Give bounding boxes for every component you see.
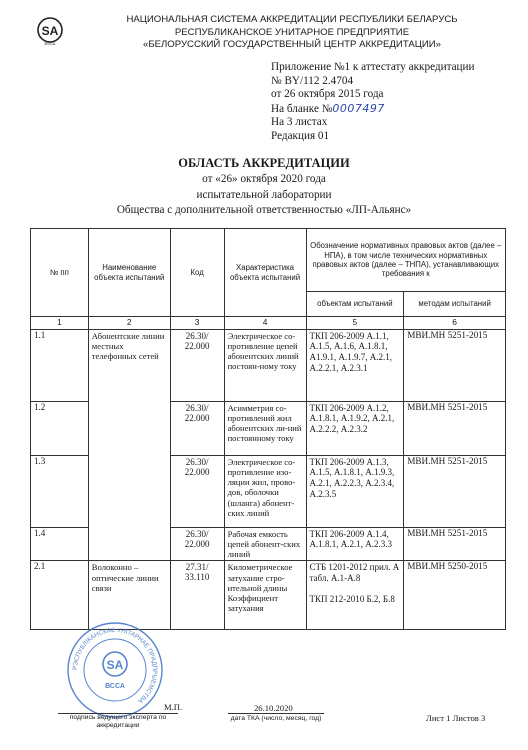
header-characteristic: Характеристика объекта испытаний (224, 229, 306, 317)
row-num: 2.1 (31, 561, 89, 630)
blank-number-handwritten: 0007497 (332, 101, 385, 115)
header-code: Код (170, 229, 224, 317)
row-code: 26.30/ 22.000 (170, 455, 224, 527)
lab-name: Общества с дополнительной ответственностью «ЛП-Альянс» (116, 204, 412, 216)
row-characteristic: Электрическое со-противление изо-ляции жил, прово-дов, оболочки (шланга) абонент-ских линий (224, 455, 306, 527)
attachment-date: от 26 октября 2015 года (271, 88, 384, 101)
header-objects: объектам испытаний (306, 292, 404, 317)
document-date: от «26» октября 2020 года (202, 173, 326, 185)
accreditation-scope-table (30, 228, 506, 630)
attachment-block (271, 61, 475, 144)
row-code: 26.30/ 22.000 (170, 329, 224, 401)
table-row (31, 329, 506, 401)
row-characteristic: Километрическое затухание стро-ительной длины Коэффициент затухания (224, 561, 306, 630)
column-numbers-row (31, 317, 506, 330)
organization-header (72, 14, 512, 52)
row-object-name: Волоконно – оптические линии связи (88, 561, 170, 630)
row-code: 26.30/ 22.000 (170, 401, 224, 455)
document-title: ОБЛАСТЬ АККРЕДИТАЦИИ (178, 156, 350, 170)
row-characteristic: Электрическое со-противление цепей абонентских линий постоян-ному току (224, 329, 306, 401)
svg-text:SA: SA (41, 24, 59, 38)
row-objects-npa: ТКП 206-2009 А.1.4, А.1.8.1, А.2.1, А.2.3.3 (306, 527, 404, 561)
date-line (228, 713, 324, 714)
row-num: 1.1 (31, 329, 89, 401)
lab-type: испытательной лаборатории (196, 189, 332, 201)
attachment-sheets: На 3 листах (271, 116, 328, 129)
signature-caption: подпись ведущего эксперта по аккредитации (69, 714, 167, 729)
header-line-2: РЕСПУБЛИКАНСКОЕ УНИТАРНОЕ ПРЕДПРИЯТИЕ (174, 26, 410, 38)
stamp-center-text: ВССА (105, 683, 125, 690)
row-objects-npa: ТКП 206-2009 А.1.2, А.1.8.1, А.1.9.2, А.2.1, А.2.2.2, А.2.3.2 (306, 401, 404, 455)
col-number: 6 (404, 317, 506, 330)
tka-date: 26.10.2020 (254, 703, 293, 713)
attachment-number: № BY/112 2.4704 (271, 74, 354, 87)
blank-label: На бланке № (271, 102, 333, 115)
sheet-number: Лист 1 Листов 3 (426, 713, 486, 723)
col-number: 1 (31, 317, 89, 330)
row-code: 26.30/ 22.000 (170, 527, 224, 561)
attachment-edition: Редакция 01 (271, 129, 330, 142)
row-code: 27.31/ 33.110 (170, 561, 224, 630)
col-number: 5 (306, 317, 404, 330)
header-num: № пп (31, 229, 89, 317)
stamp-ring-text: РЭСПУБЛІКАНСКАЕ УНІТАРНАЕ ПРАДПРЫЕМСТВА (71, 626, 159, 705)
row-methods-npa: МВИ.МН 5251-2015 (404, 329, 506, 401)
attachment-blank (271, 102, 475, 117)
row-methods-npa: МВИ.МН 5251-2015 (404, 401, 506, 455)
row-objects-npa: СТБ 1201-2012 прил. А табл. А.1-А.8 ТКП 212-2010 Б.2, Б.8 (306, 561, 404, 630)
row-characteristic: Асимметрия со-противлений жил абонентских ли-ний постоянному току (224, 401, 306, 455)
header-designation: Обозначение нормативных правовых актов (далее – НПА), в том числе технических нормативных правовых актов (далее – ТНПА), устанавливающих требования к (306, 229, 506, 292)
row-characteristic: Рабочая емкость цепей абонент-ских линий (224, 527, 306, 561)
accreditation-stamp (60, 620, 170, 720)
row-num: 1.4 (31, 527, 89, 561)
col-number: 4 (224, 317, 306, 330)
row-objects-npa: ТКП 206-2009 А.1.3, А.1.5, А.1.8.1, А.1.9.3, А.2.1, А.2.2.3, А.2.3.4, А.2.3.5 (306, 455, 404, 527)
row-methods-npa: МВИ.МН 5250-2015 (404, 561, 506, 630)
col-number: 3 (170, 317, 224, 330)
header-name: Наименование объекта испытаний (88, 229, 170, 317)
svg-text:SA: SA (106, 658, 124, 672)
header-line-1: НАЦИОНАЛЬНАЯ СИСТЕМА АККРЕДИТАЦИИ РЕСПУБЛИКИ БЕЛАРУСЬ (126, 14, 458, 25)
row-methods-npa: МВИ.МН 5251-2015 (404, 455, 506, 527)
col-number: 2 (88, 317, 170, 330)
row-num: 1.3 (31, 455, 89, 527)
row-methods-npa: МВИ.МН 5251-2015 (404, 527, 506, 561)
row-object-name: Абонентские линии местных телефонных сетей (88, 329, 170, 561)
stamp-place-label: М.П. (164, 702, 183, 712)
svg-text:BSCA: BSCA (44, 41, 56, 46)
attachment-line-1: Приложение №1 к аттестату аккредитации (271, 61, 475, 73)
date-caption: дата ТКА (число, месяц, год) (230, 715, 322, 722)
header-line-3: «БЕЛОРУССКИЙ ГОСУДАРСТВЕННЫЙ ЦЕНТР АККРЕДИТАЦИИ» (142, 39, 441, 50)
row-num: 1.2 (31, 401, 89, 455)
row-objects-npa: ТКП 206-2009 А.1.1, А.1.5, А.1.6, А.1.8.1, А1.9.1, А.1.9.7, А.2.1, А.2.2.1, А.2.3.1 (306, 329, 404, 401)
header-methods: методам испытаний (404, 292, 506, 317)
bgca-logo (36, 16, 64, 46)
